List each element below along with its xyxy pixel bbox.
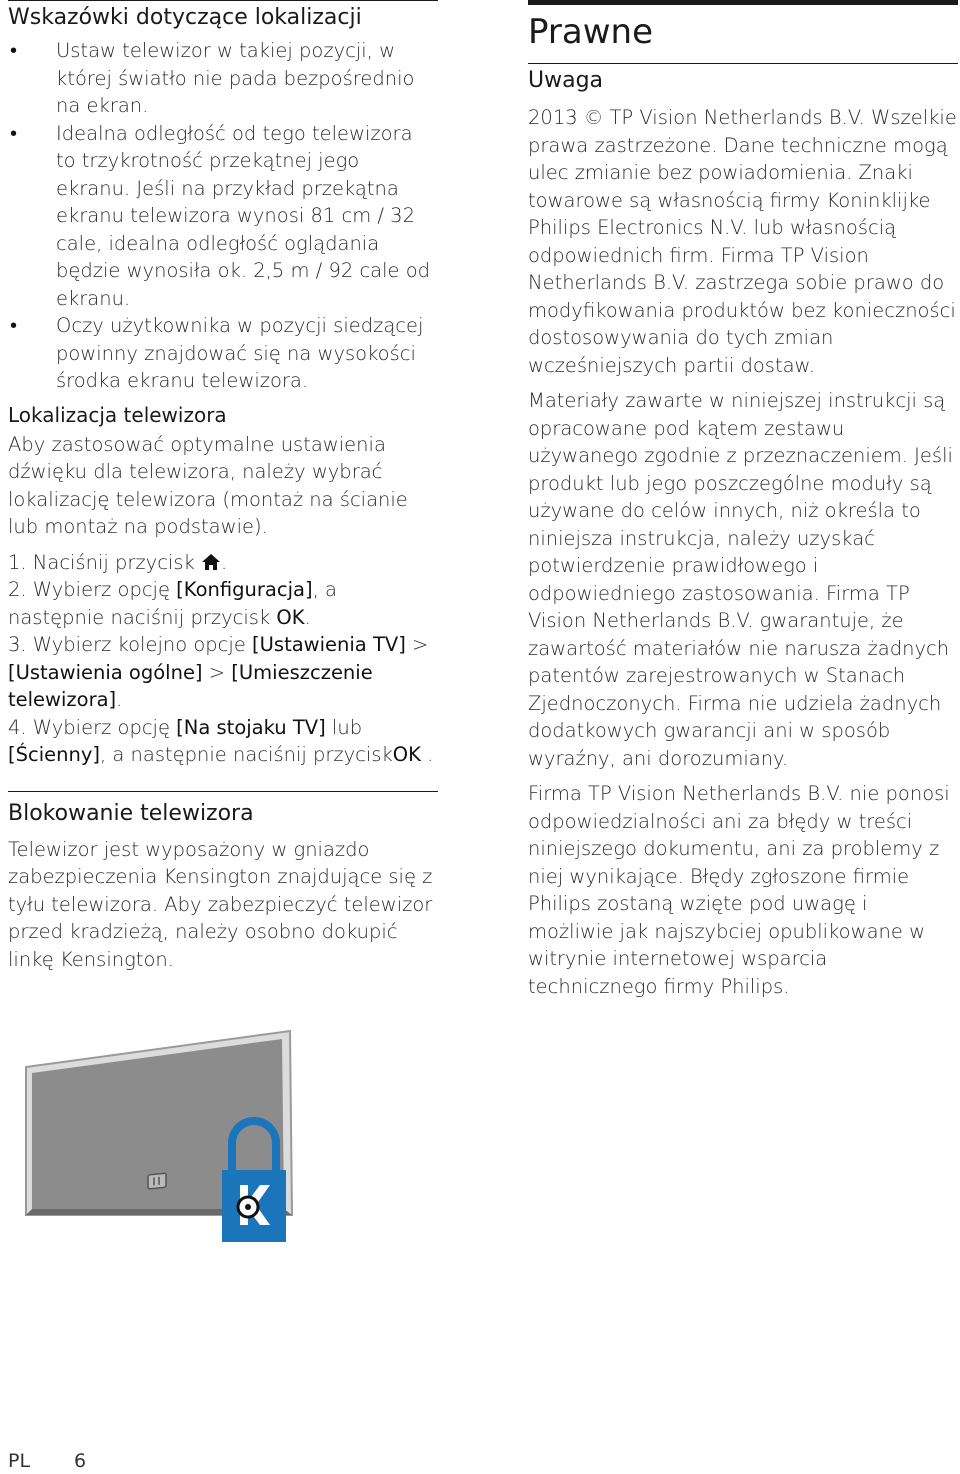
step-text: > [202,660,232,684]
lock-text: Telewizor jest wyposażony w gniazdo zabezpieczenia Kensington znajdujące się z tyłu telewizora. Aby zabezpieczyć telewizor przed kradzieżą, należy osobno dokupić linkę Kensington. [8,837,433,971]
step-text: . [116,688,123,711]
right-column [528,0,958,1000]
step-4 [8,714,438,769]
step-text: 4. Wybierz opcję [8,715,177,739]
legal-paragraph: Firma TP Vision Netherlands B.V. nie ponosi odpowiedzialności ani za błędy w treści niniejszego dokumentu, ani za problemy z niej wynikające. Błędy zgłoszone firmie Philips zostaną wzięte pod uwagę i możliwie jak najszybciej opublikowane w witrynie internetowej wsparcia technicznego firmy Philips. [528,782,950,998]
button-keyword: OK [276,605,305,629]
step-1 [8,549,438,577]
section-divider [528,63,958,64]
menu-keyword: [Ścienny] [8,743,100,766]
menu-keyword: [Umieszczenie telewizora] [8,660,373,711]
home-icon [201,553,221,571]
subsection-title: Uwaga [528,68,604,93]
lock-title: Blokowanie telewizora [8,800,254,826]
menu-keyword: [Na stojaku TV] [176,715,326,739]
step-text: > [405,633,429,656]
tips-title: Wskazówki dotyczące lokalizacji [8,5,362,30]
step-text: 1. Naciśnij przycisk [8,550,201,574]
location-intro: Aby zastosować optymalne ustawienia dźwięku dla telewizora, należy wybrać lokalizację telewizora (montaż na ścianie lub montaż na podstawie). [8,432,408,538]
list-item: • Oczy użytkownika w pozycji siedzącej powinny znajdować się na wysokości środka ekranu telewizora. [56,312,438,395]
page-number: 6 [74,1450,87,1472]
button-keyword: OK [392,743,421,766]
location-title: Lokalizacja telewizora [8,402,227,427]
step-text: , a następnie naciśnij przycisk [8,578,337,629]
page-footer [8,1448,86,1474]
menu-keyword: [Ustawienia ogólne] [8,660,203,684]
kensington-slot-icon [148,1173,166,1189]
language-code: PL [8,1450,31,1472]
title-rule [528,0,958,5]
step-text: lub [325,715,363,739]
left-column [8,0,438,973]
menu-keyword: [Konfiguracja] [176,578,313,601]
section-divider [8,0,438,1]
step-text: 3. Wybierz kolejno opcje [8,633,253,656]
section-divider [8,791,438,792]
step-text: . [221,550,228,574]
legal-paragraph: Materiały zawarte w niniejszej instrukcji są opracowane pod kątem zestawu używanego zgodnie z przeznaczeniem. Jeśli produkt lub jego poszczególne moduły są używane do celów innych, niż określa to niniejsza instrukcja, należy uzyskać potwierdzenie prawidłowego i odpowiedniego zastosowania. Firma TP Vision Netherlands B.V. gwarantuje, że zawartość materiałów nie narusza żadnych patentów zarejestrowanych w Stanach Zjednoczonych. Firma nie udziela żadnych dodatkowych gwarancji ani w sposób wyraźny, ani dorozumiany. [528,389,953,770]
list-item: • Ustaw telewizor w takiej pozycji, w której światło nie pada bezpośrednio na ekran. [56,37,438,120]
step-3 [8,631,438,714]
step-text: . [304,605,311,629]
tv-kensington-illustration [20,1025,400,1255]
step-2 [8,576,438,631]
step-text: , a następnie naciśnij przycisk [100,743,393,766]
menu-keyword: [Ustawienia TV] [252,633,406,656]
legal-paragraph: 2013 © TP Vision Netherlands B.V. Wszelkie prawa zastrzeżone. Dane techniczne mogą ulec zmianie bez powiadomienia. Znaki towarowe są własnością firmy Koninklijke Philips Electronics N.V. lub własnością odpowiednich firm. Firma TP Vision Netherlands B.V. zastrzega sobie prawo do modyfikowania produktów bez konieczności dostosowywania do tych zmian wcześniejszych partii dostaw. [528,106,957,377]
tips-list [8,37,438,395]
page-title: Prawne [528,12,653,52]
step-text: . [420,743,434,766]
list-item: • Idealna odległość od tego telewizora to trzykrotność przekątnej jego ekranu. Jeśli na przykład przekątna ekranu telewizora wynosi 81 cm / 32 cale, idealna odległość oglądania będzie wynosiła ok. 2,5 m / 92 cale od ekranu. [56,120,438,313]
step-text: 2. Wybierz opcję [8,578,177,601]
